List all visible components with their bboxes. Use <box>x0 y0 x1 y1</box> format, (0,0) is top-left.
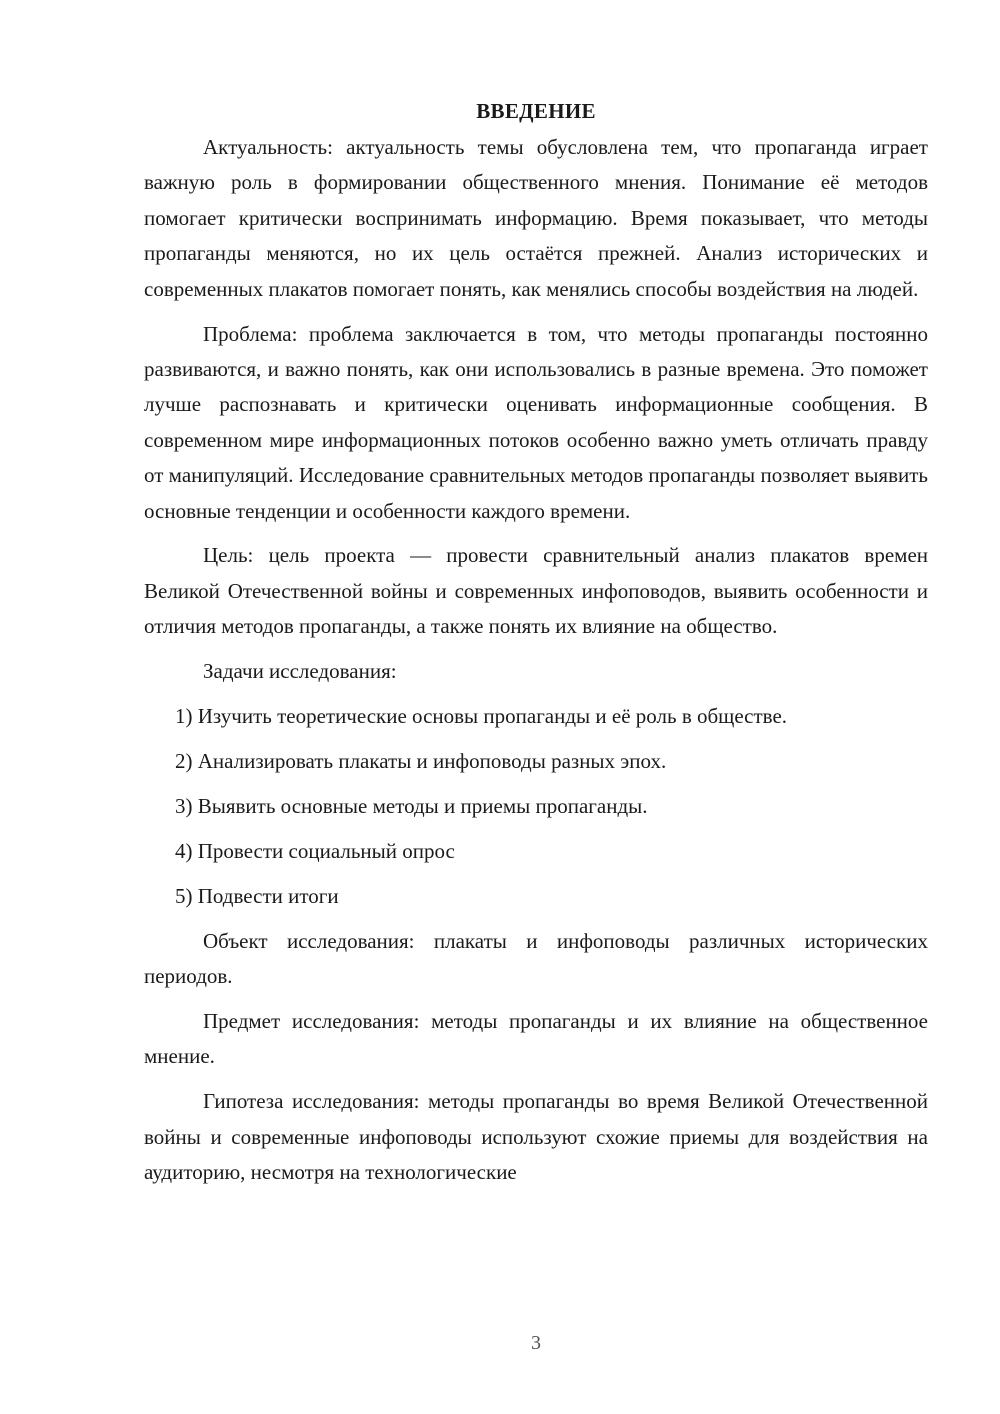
paragraph-problem: Проблема: проблема заключается в том, что методы пропаганды постоянно развиваются, и важно понять, как они использовались в разные времена. Это поможет лучше распознавать и критически оценивать информационные сообщения. В современном мире информационных потоков особенно важно уметь отличать правду от манипуляций. Исследование сравнительных методов пропаганды позволяет выявить основные тенденции и особенности каждого времени. <box>144 321 928 523</box>
paragraph-hypothesis: Гипотеза исследования: методы пропаганды во время Великой Отечественной войны и современные инфоповоды используют схожие приемы для воздействия на аудиторию, несмотря на технологические <box>144 1089 928 1185</box>
list-item: 3) Выявить основные методы и приемы пропаганды. <box>175 793 648 818</box>
section-title: ВВЕДЕНИЕ <box>476 99 596 123</box>
paragraph-subject: Предмет исследования: методы пропаганды и их влияние на общественное мнение. <box>144 1008 928 1069</box>
page-number: 3 <box>531 1332 541 1354</box>
document-page <box>144 96 928 1200</box>
list-item: 4) Провести социальный опрос <box>175 838 455 863</box>
paragraph-goal: Цель: цель проекта — провести сравнительный анализ плакатов времен Великой Отечественной войны и современных инфоповодов, выявить особенности и отличия методов пропаганды, а также понять их влияние на общество. <box>144 543 928 639</box>
list-item: 5) Подвести итоги <box>175 883 339 908</box>
tasks-list <box>144 699 928 914</box>
paragraph-tasks-heading: Задачи исследования: <box>203 659 397 684</box>
paragraph-relevance: Актуальность: актуальность темы обусловлена тем, что пропаганда играет важную роль в формировании общественного мнения. Понимание её методов помогает критически воспринимать информацию. Время показывает, что методы пропаганды меняются, но их цель остаётся прежней. Анализ исторических и современных плакатов помогает понять, как менялись способы воздействия на людей. <box>144 135 928 301</box>
list-item: 1) Изучить теоретические основы пропаганды и её роль в обществе. <box>175 704 788 729</box>
list-item: 2) Анализировать плакаты и инфоповоды разных эпох. <box>175 749 667 773</box>
paragraph-object: Объект исследования: плакаты и инфоповоды различных исторических периодов. <box>144 928 928 989</box>
